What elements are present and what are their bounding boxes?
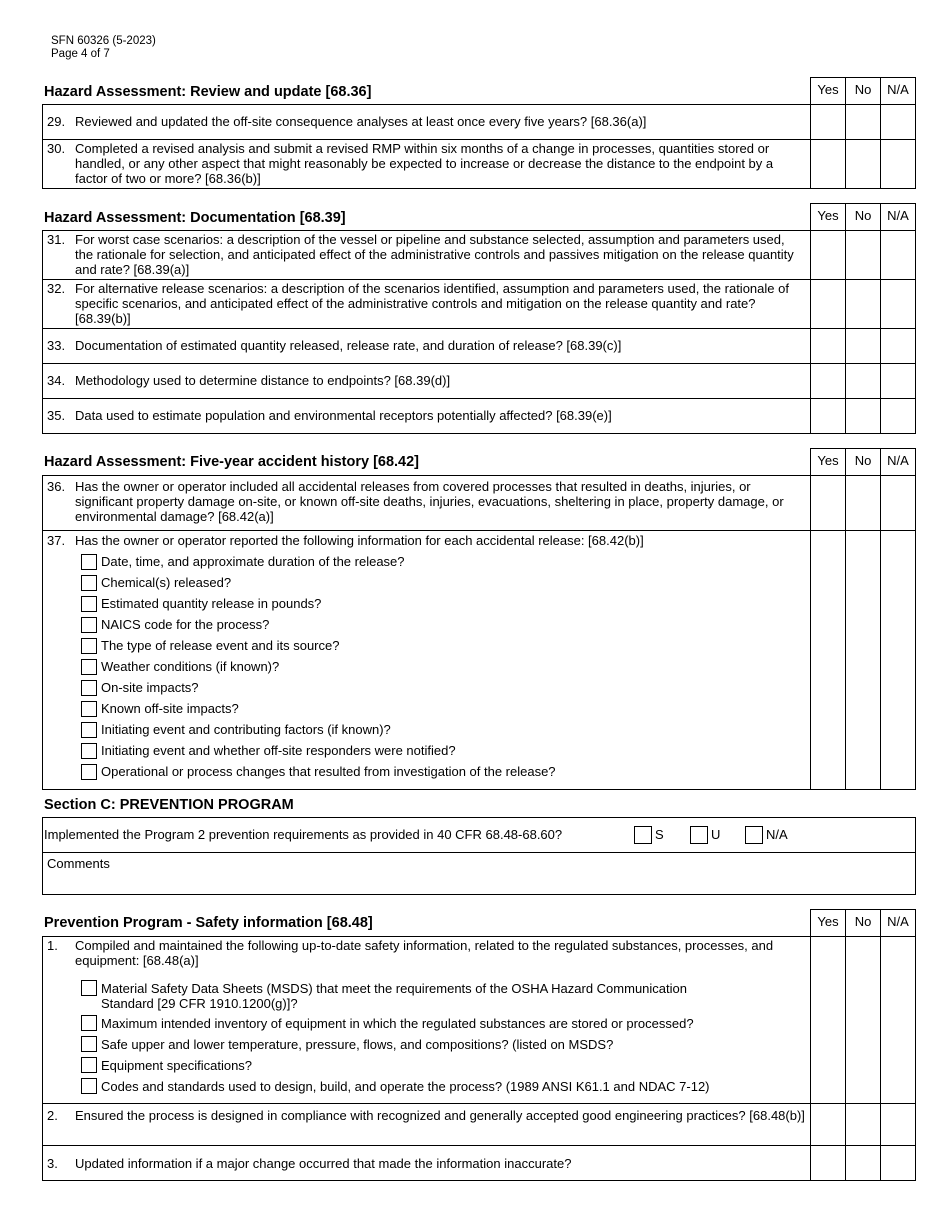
checkbox[interactable] — [81, 743, 97, 759]
section-title-accident-history: Hazard Assessment: Five-year accident history [68.42] — [44, 454, 420, 470]
item-text: Has the owner or operator included all accidental releases from covered processes that resulted in deaths, injuries, or significant property damage on-site, or known off-site deaths, injuries, evacuations, sheltering in place, property damage, or environmental damage? [68.42(a)] — [75, 479, 784, 524]
item-number: 30. — [47, 141, 66, 156]
item-number: 2. — [47, 1108, 58, 1123]
prevention-question: Implemented the Program 2 prevention requirements as provided in 40 CFR 68.48-68.60? — [44, 827, 563, 842]
checkbox-label: Known off-site impacts? — [101, 701, 239, 716]
checkbox-label: Weather conditions (if known)? — [101, 659, 280, 674]
rating-na-label: N/A — [766, 827, 788, 842]
checkbox-label: NAICS code for the process? — [101, 617, 270, 632]
checkbox[interactable] — [81, 575, 97, 591]
item-text: Has the owner or operator reported the following information for each accidental release: [68.42(b)] — [75, 533, 644, 548]
item-number: 36. — [47, 479, 66, 494]
checkbox-label: Initiating event and whether off-site responders were notified? — [101, 743, 456, 758]
checkbox[interactable] — [81, 764, 97, 780]
item-text: Updated information if a major change occurred that made the information inaccurate? — [75, 1156, 572, 1171]
q30-yes-cell[interactable] — [811, 140, 845, 188]
rating-u-label: U — [711, 827, 721, 842]
section-title-documentation: Hazard Assessment: Documentation [68.39] — [44, 210, 346, 226]
q30-na-cell[interactable] — [881, 140, 915, 188]
checkbox-label: Date, time, and approximate duration of the release? — [101, 554, 405, 569]
rating-s-checkbox[interactable] — [634, 826, 652, 844]
yes-header: Yes — [817, 208, 839, 223]
checkbox-label: On-site impacts? — [101, 680, 199, 695]
checkbox[interactable] — [81, 701, 97, 717]
checkbox-label: Operational or process changes that resulted from investigation of the release? — [101, 764, 556, 779]
yes-header: Yes — [817, 914, 839, 929]
checkbox[interactable] — [81, 554, 97, 570]
checkbox[interactable] — [81, 980, 97, 996]
item-text: Methodology used to determine distance to endpoints? [68.39(d)] — [75, 373, 451, 388]
rating-s-label: S — [655, 827, 664, 842]
checkbox[interactable] — [81, 1036, 97, 1052]
checkbox[interactable] — [81, 617, 97, 633]
checkbox-label: Material Safety Data Sheets (MSDS) that meet the requirements of the OSHA Hazard Communication Standard [29 CFR 1910.1200(g)]? — [101, 981, 687, 1011]
checkbox[interactable] — [81, 1015, 97, 1031]
comments-field[interactable] — [43, 872, 915, 894]
yes-header: Yes — [817, 82, 839, 97]
item-text: For worst case scenarios: a description of the vessel or pipeline and substance selected, assumption and parameters used, the rationale for selection, and anticipated effect of the administrative controls and passives mitigation on the release quantity and rate? [68.39(a)] — [75, 232, 794, 277]
checkbox-label: Initiating event and contributing factors (if known)? — [101, 722, 391, 737]
checkbox[interactable] — [81, 659, 97, 675]
item-text: Completed a revised analysis and submit a revised RMP within six months of a change in processes, quantities stored or handled, or any other aspect that might reasonably be expected to increase or decrease the distance to the endpoint by a factor of two or more? [68.36(b)] — [75, 141, 774, 186]
page-header — [51, 35, 156, 61]
comments-label: Comments — [47, 856, 110, 871]
rating-u-checkbox[interactable] — [690, 826, 708, 844]
na-header: N/A — [887, 82, 909, 97]
item-text: For alternative release scenarios: a description of the scenarios identified, assumption and parameters used, the rationale of specific scenarios, and anticipated effect of the administrative controls and mitigation on the release quantity and rate? [68.39(b)] — [75, 281, 789, 326]
item-text: Data used to estimate population and environmental receptors potentially affected? [68.39(e)] — [75, 408, 612, 423]
checkbox[interactable] — [81, 596, 97, 612]
q29-no-cell[interactable] — [846, 105, 880, 139]
no-header: No — [854, 208, 872, 223]
item-text: Reviewed and updated the off-site consequence analyses at least once every five years? [68.36(a)] — [75, 114, 647, 129]
no-header: No — [854, 82, 872, 97]
item-text: Documentation of estimated quantity released, release rate, and duration of release? [68.39(c)] — [75, 338, 622, 353]
yes-header: Yes — [817, 453, 839, 468]
section-c-title: Section C: PREVENTION PROGRAM — [44, 797, 294, 813]
item-number: 34. — [47, 373, 66, 388]
item-text: Ensured the process is designed in compliance with recognized and generally accepted good engineering practices? [68.48(b)] — [75, 1108, 805, 1123]
checkbox[interactable] — [81, 1078, 97, 1094]
q29-yes-cell[interactable] — [811, 105, 845, 139]
checkbox-label: Codes and standards used to design, build, and operate the process? (1989 ANSI K61.1 and NDAC 7-12) — [101, 1079, 710, 1094]
section-title-safety-information: Prevention Program - Safety information [68.48] — [44, 915, 373, 931]
checkbox-label: Safe upper and lower temperature, pressure, flows, and compositions? (listed on MSDS? — [101, 1037, 614, 1052]
rating-na-checkbox[interactable] — [745, 826, 763, 844]
item-number: 31. — [47, 232, 66, 247]
form-number: SFN 60326 (5-2023) — [51, 35, 156, 47]
checkbox[interactable] — [81, 680, 97, 696]
q29-na-cell[interactable] — [881, 105, 915, 139]
no-header: No — [854, 914, 872, 929]
na-header: N/A — [887, 208, 909, 223]
na-header: N/A — [887, 914, 909, 929]
checkbox[interactable] — [81, 722, 97, 738]
checkbox-label: The type of release event and its source? — [101, 638, 340, 653]
item-number: 35. — [47, 408, 66, 423]
checkbox[interactable] — [81, 1057, 97, 1073]
checkbox-label: Chemical(s) released? — [101, 575, 232, 590]
checkbox-label: Estimated quantity release in pounds? — [101, 596, 322, 611]
item-number: 1. — [47, 938, 58, 953]
checkbox[interactable] — [81, 638, 97, 654]
page-number: Page 4 of 7 — [51, 48, 110, 60]
no-header: No — [854, 453, 872, 468]
item-number: 3. — [47, 1156, 58, 1171]
section-title-review-update: Hazard Assessment: Review and update [68.36] — [44, 84, 372, 100]
na-header: N/A — [887, 453, 909, 468]
checkbox-label: Equipment specifications? — [101, 1058, 253, 1073]
item-number: 29. — [47, 114, 66, 129]
q30-no-cell[interactable] — [846, 140, 880, 188]
checkbox-label: Maximum intended inventory of equipment in which the regulated substances are stored or processed? — [101, 1016, 694, 1031]
item-number: 33. — [47, 338, 66, 353]
item-number: 32. — [47, 281, 66, 296]
item-text: Compiled and maintained the following up-to-date safety information, related to the regulated substances, processes, and equipment: [68.48(a)] — [75, 938, 774, 968]
item-number: 37. — [47, 533, 66, 548]
